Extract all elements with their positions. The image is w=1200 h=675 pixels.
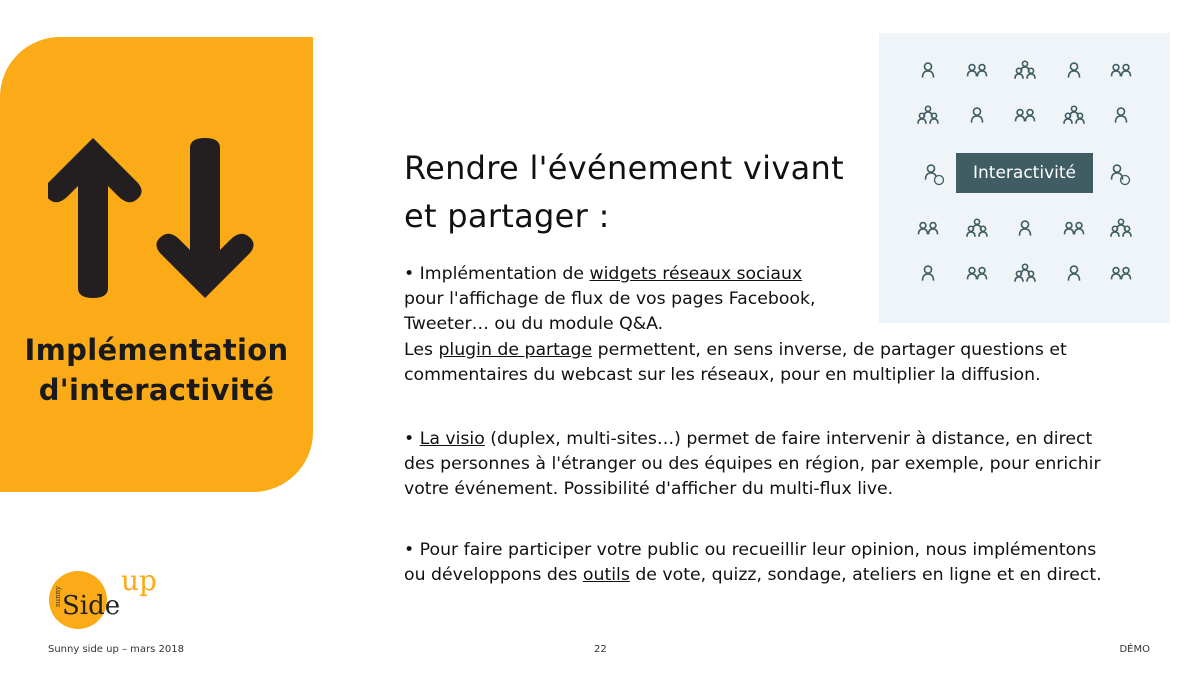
interactivity-label: Interactivité: [956, 153, 1093, 193]
couple-icon: [1015, 61, 1035, 79]
speaker-icon: [923, 266, 934, 281]
network-icon: [1064, 106, 1084, 124]
presenter-icon: [967, 219, 987, 237]
page-number: 22: [594, 644, 607, 655]
paragraph-line: [404, 563, 1164, 588]
celebrate-icon: [1069, 266, 1080, 281]
paragraph-line: • Pour faire participer votre public ou recueillir leur opinion, nous implémentons: [404, 540, 1097, 560]
bullet-text: • Implémentation de: [404, 264, 590, 284]
tools-link[interactable]: outils: [582, 565, 630, 586]
org-icon: [1111, 219, 1131, 237]
interactivity-illustration: [879, 33, 1170, 323]
card-title: [0, 330, 313, 410]
search-user-icon: [968, 268, 987, 280]
paragraph-line: Tweeter… ou du module Q&A.: [404, 314, 664, 335]
text-span: permettent, en sens inverse, de partager questions et: [592, 339, 1067, 360]
crowd-icon: [1016, 110, 1035, 122]
plugin-link[interactable]: plugin de partage: [438, 339, 593, 360]
footer-left: Sunny side up – mars 2018: [48, 644, 184, 655]
page-heading: [404, 144, 874, 240]
card-title-line1: Implémentation: [24, 333, 289, 367]
up-down-arrows-icon: [48, 138, 263, 298]
paragraph-line: commentaires du webcast sur les réseaux, pour en multiplier la diffusion.: [404, 364, 1041, 385]
card-title-line2: d'interactivité: [38, 373, 275, 407]
orange-title-card: [0, 37, 313, 492]
footer-right: DÉMO: [1119, 644, 1150, 655]
paragraph-line: [404, 427, 1164, 452]
bullet-text: •: [404, 429, 420, 449]
handshake-icon: [1112, 268, 1131, 280]
woman-icon: [968, 65, 987, 77]
logo-small-text: sunny: [54, 585, 62, 607]
paragraph-line: votre événement. Possibilité d'afficher du multi-flux live.: [404, 479, 894, 500]
doctor-icon: [923, 63, 934, 78]
team-lead-icon: [1065, 223, 1084, 235]
section-visio: [404, 427, 1164, 503]
team-circle-icon: [972, 108, 983, 123]
exchange-icon: [1116, 108, 1127, 123]
text-span: Les: [404, 339, 439, 360]
sunny-side-up-logo: [48, 560, 178, 632]
heading-line2: et partager :: [404, 197, 610, 235]
person-icon: [918, 106, 938, 124]
paragraph-line: [404, 338, 1164, 363]
plus-badge-icon: [935, 176, 944, 185]
logo-side-text: Side: [62, 591, 121, 621]
text-span: ou développons des: [404, 565, 583, 586]
widgets-link[interactable]: widgets réseaux sociaux: [589, 264, 803, 284]
section-tools: [404, 538, 1164, 588]
logo-up-text: up: [121, 564, 157, 597]
paragraph-line: pour l'affichage de flux de vos pages Facebook,: [404, 289, 816, 310]
board-icon: [1015, 264, 1035, 282]
growth-icon: [1020, 221, 1031, 236]
text-span: de vote, quizz, sondage, ateliers en ligne et en direct.: [629, 565, 1102, 586]
chat-user-icon: [1069, 63, 1080, 78]
paragraph-line: des personnes à l'étranger ou des équipes en région, par exemple, pour enrichir: [404, 454, 1101, 475]
hub-icon: [919, 223, 938, 235]
text-span: (duplex, multi-sites…) permet de faire intervenir à distance, en direct: [484, 429, 1093, 449]
group-icon: [1112, 65, 1131, 77]
heading-line1: Rendre l'événement vivant: [404, 149, 844, 187]
visio-link[interactable]: La visio: [419, 429, 485, 449]
